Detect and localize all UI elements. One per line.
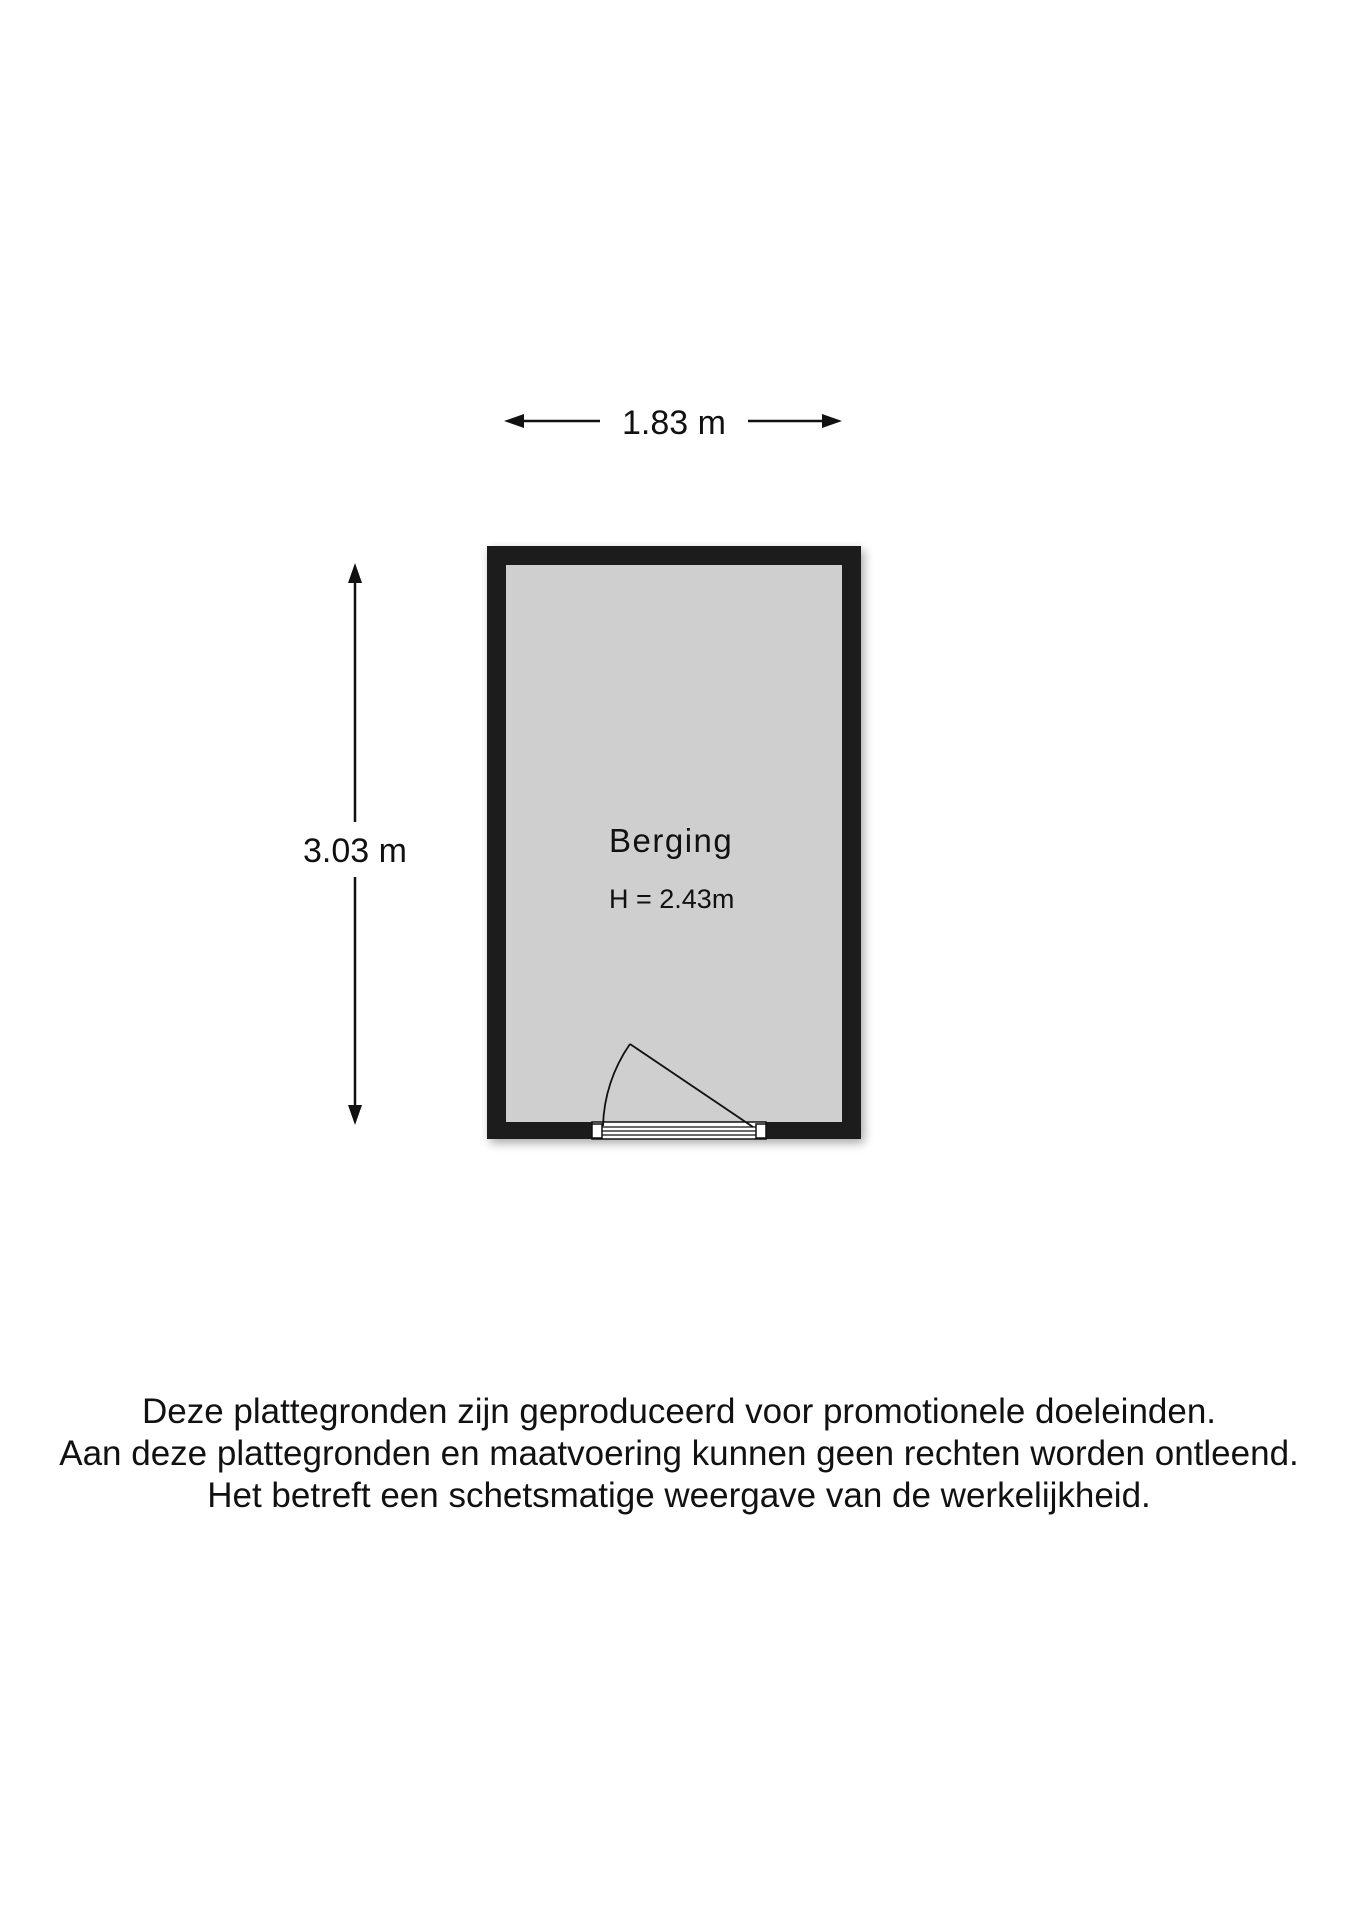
- door-jamb-right: [756, 1124, 766, 1138]
- door-jamb-left: [592, 1124, 602, 1138]
- disclaimer-line: Deze plattegronden zijn geproduceerd voor promotionele doeleinden.: [141, 1392, 1217, 1431]
- disclaimer-line: Aan deze plattegronden en maatvoering kunnen geen rechten worden ontleend.: [59, 1434, 1299, 1473]
- disclaimer-text: [0, 1391, 1358, 1517]
- depth-dimension-label: 3.03 m: [295, 825, 415, 877]
- room-height-label: H = 2.43m: [609, 884, 735, 914]
- room-name-label: Berging: [609, 822, 734, 859]
- width-dimension-label: 1.83 m: [614, 403, 734, 443]
- disclaimer-line: Het betreft een schetsmatige weergave van de werkelijkheid.: [207, 1476, 1151, 1515]
